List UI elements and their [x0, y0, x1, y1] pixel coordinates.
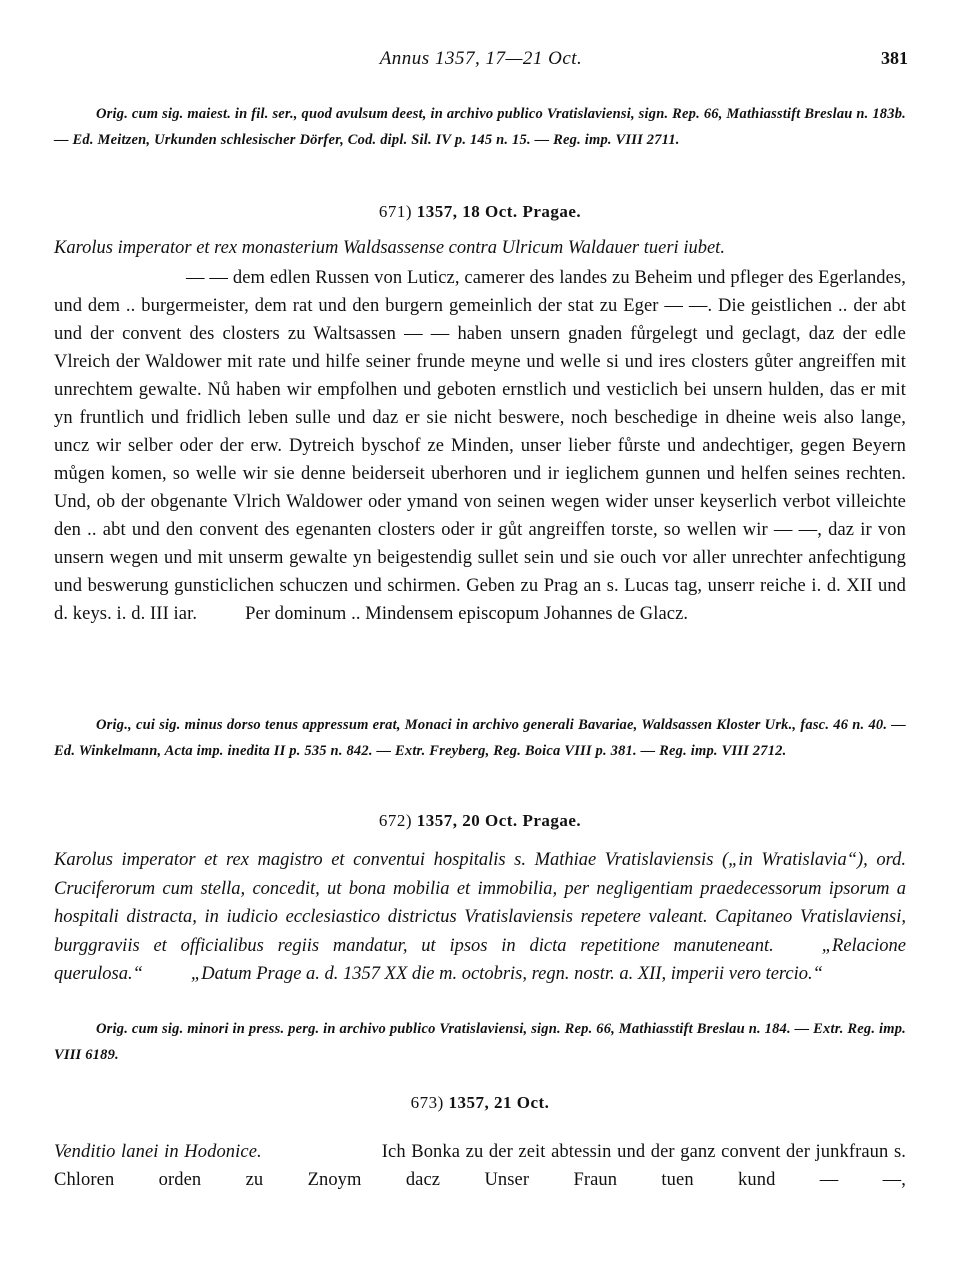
- doc-672-quote-incipit: „Relacione querulosa.“: [54, 935, 906, 984]
- page-header: [54, 48, 908, 78]
- doc-672-summary: [54, 846, 906, 989]
- doc-672-date: 1357, 20 Oct.: [416, 811, 518, 830]
- doc-673-heading: [54, 1088, 906, 1118]
- doc-673-summary: Venditio lanei in Hodonice.: [54, 1142, 262, 1162]
- doc-673-date: 1357, 21 Oct.: [448, 1093, 550, 1112]
- doc-671-source-note: Orig., cui sig. minus dorso tenus appressum erat, Monaci in archivo generali Bavariae, Waldsassen Kloster Urk., fasc. 46 n. 40. — Ed. Winkelmann, Acta imp. inedita II p. 535 n. 842. — Extr. Freyberg, Reg. Boica VIII p. 381. — Reg. imp. VIII 2712.: [54, 717, 906, 759]
- doc-672-place: Pragae.: [522, 811, 582, 830]
- doc-671-heading: [54, 197, 906, 227]
- doc-671-number: 671): [378, 202, 412, 221]
- doc-673-number: 673): [410, 1093, 444, 1112]
- doc-671-text: [54, 264, 906, 628]
- doc-672-quote-datum: „Datum Prage a. d. 1357 XX die m. octobris, regn. nostr. a. XII, imperii vero tercio.“: [190, 964, 823, 984]
- doc-672-summary-main: Karolus imperator et rex magistro et conventui hospitalis s. Mathiae Vratislaviensis („in Wratislavia“), ord. Cruciferorum cum stella, concedit, ut bona mobilia et immobilia, per negligentiam praedecessorum ipsorum a hospitali distracta, in iudicio ecclesiastico districtus Vratislaviensis repetere valeant. Capitaneo Vratislaviensi, burggraviis et officialibus regiis mandatur, ut ipsos in dicta repetitione manuteneant.: [54, 850, 906, 956]
- page-number: 381: [881, 48, 908, 68]
- doc-671-date: 1357, 18 Oct.: [416, 202, 518, 221]
- doc-671-text-main: — — dem edlen Russen von Luticz, camerer des landes zu Beheim und pfleger des Egerlandes, und dem .. burgermeister, dem rat und den burgern gemeinlich der stat zu Eger — —. Die geistlichen .. der abt und der convent des closters zu Waltsassen — — haben unsern gnaden fůrgelegt und geclagt, daz der edle Vlreich der Waldower mit rate und hilfe seiner frunde meyne und welle si und ires closters gůter angreiffen mit unrechtem gewalte. Nů haben wir empfolhen und geboten ernstlich und vesticlich bei unsern hulden, das er mit yn fruntlich und fridlich leben sulle und daz er sie nicht beswere, noch beschedige in dheine weis also lange, uncz wir selber oder der erw. Dytreich byschof ze Minden, unser lieber fůrste und andechtiger, gegen Beyern můgen komen, so welle wir sie denne beiderseit uberhoren und ir ieglichem gunnen und helfen seines rechten. Und, ob der obgenante Vlrich Waldower oder ymand von seinen wegen wider unser keyserlich verbot villeichte den .. abt und den convent des egenanten closters oder ir gůt angreiffen torste, so wellen wir — —, daz ir von unsern wegen und mit unserm gewalte yn beigestendig sullet sein und sie ouch vor aller unrechter anfechtigung und beswerung gunsticlichen schuczen und schirmen. Geben zu Prag an s. Lucas tag, unserr reiche i. d. XII und d. keys. i. d. III iar.: [54, 268, 906, 624]
- doc-671-place: Pragae.: [522, 202, 582, 221]
- doc-673-text-body: Ich Bonka zu der zeit abtessin und der ganz convent der junkfraun s. Chloren orden zu Znoym dacz Unser Fraun tuen kund — —,: [54, 1142, 906, 1190]
- source-note-670: Orig. cum sig. maiest. in fil. ser., quod avulsum deest, in archivo publico Vratislaviensi, sign. Rep. 66, Mathiasstift Breslau n. 183b. — Ed. Meitzen, Urkunden schlesischer Dörfer, Cod. dipl. Sil. IV p. 145 n. 15. — Reg. imp. VIII 2711.: [54, 106, 906, 148]
- doc-671-summary: Karolus imperator et rex monasterium Waldsassense contra Ulricum Waldauer tueri iubet.: [54, 238, 725, 258]
- doc-672-number: 672): [378, 811, 412, 830]
- doc-673-text: [54, 1138, 906, 1194]
- doc-672-heading: [54, 806, 906, 836]
- running-head: Annus 1357, 17—21 Oct.: [379, 48, 583, 69]
- doc-672-source-note: Orig. cum sig. minori in press. perg. in archivo publico Vratislaviensi, sign. Rep. 66, Mathiasstift Breslau n. 184. — Extr. Reg. imp. VIII 6189.: [54, 1021, 906, 1063]
- doc-671-subscription: Per dominum .. Mindensem episcopum Johannes de Glacz.: [245, 604, 689, 624]
